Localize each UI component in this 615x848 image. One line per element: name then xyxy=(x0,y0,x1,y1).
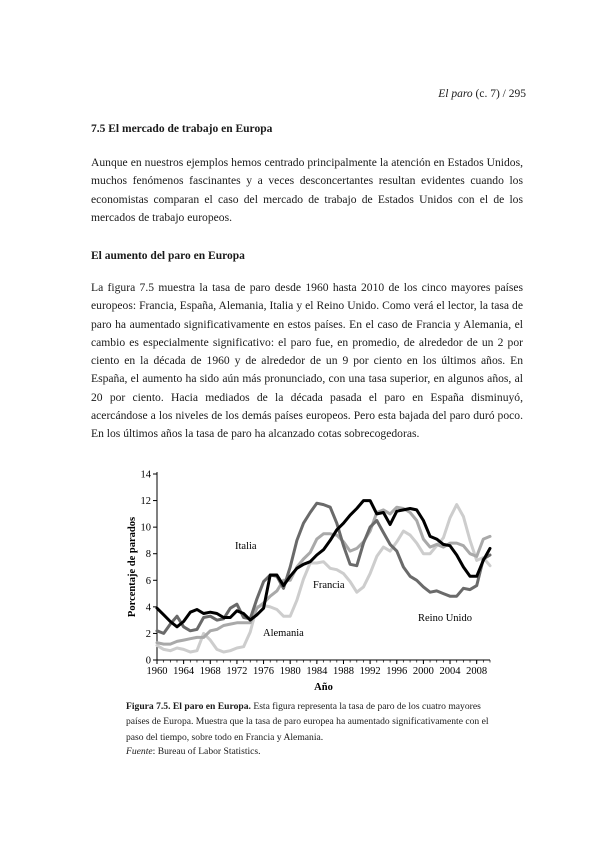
book-title: El paro xyxy=(438,88,473,100)
y-tick-label: 10 xyxy=(140,522,151,534)
caption-text: Esta figura representa la tasa de paro de los cuatro mayores países de Europa. Muestra que la tasa de paro europea ha aumentado significativamente con el paso del tiempo, sobre todo en Francia y Alemania. xyxy=(126,701,489,743)
y-tick-label: 8 xyxy=(145,549,151,561)
x-tick-label: 1984 xyxy=(306,666,328,677)
x-tick-label: 2000 xyxy=(412,666,434,677)
x-tick-label: 1968 xyxy=(199,666,221,677)
series-label-alemania: Alemania xyxy=(263,628,304,639)
x-tick-label: 1976 xyxy=(253,666,275,677)
intro-paragraph: Aunque en nuestros ejemplos hemos centrado principalmente la atención en Estados Unidos, muchos fenómenos fascinantes y a veces desconcertantes resultan evidentes cuando los economistas comparan el caso del mercado de trabajo de Estados Unidos con el de los mercados de trabajo europeos. xyxy=(91,156,523,224)
unemployment-line-chart xyxy=(120,462,500,694)
x-tick-label: 2004 xyxy=(439,666,461,677)
y-tick-label: 12 xyxy=(140,496,151,508)
figure-label: Figura 7.5. El paro en Europa. xyxy=(126,701,251,712)
series-label-reino-unido: Reino Unido xyxy=(418,613,472,624)
x-axis-label: Año xyxy=(314,682,333,693)
x-tick-label: 2008 xyxy=(466,666,488,677)
x-tick-label: 1960 xyxy=(146,666,168,677)
y-tick-label: 4 xyxy=(145,602,151,614)
series-label-francia: Francia xyxy=(313,580,345,591)
x-tick-label: 1996 xyxy=(386,666,408,677)
x-tick-label: 1992 xyxy=(359,666,381,677)
x-tick-label: 1972 xyxy=(226,666,248,677)
series-label-italia: Italia xyxy=(235,541,257,552)
y-tick-label: 2 xyxy=(145,628,151,640)
source-text: : Bureau of Labor Statistics. xyxy=(152,746,261,757)
figure-caption xyxy=(126,699,498,745)
figure-source xyxy=(126,746,261,757)
series-line-alemania xyxy=(157,505,490,652)
running-head xyxy=(438,88,526,100)
chapter-number: (c. 7) xyxy=(475,88,500,100)
source-label: Fuente xyxy=(126,746,153,757)
y-axis-label: Porcentaje de parados xyxy=(127,516,138,618)
x-tick-label: 1964 xyxy=(173,666,195,677)
page-number: 295 xyxy=(508,88,526,100)
y-tick-label: 0 xyxy=(145,655,151,667)
x-tick-label: 1980 xyxy=(279,666,301,677)
x-tick-label: 1988 xyxy=(332,666,354,677)
y-tick-label: 6 xyxy=(145,575,151,587)
body-paragraph: La figura 7.5 muestra la tasa de paro desde 1960 hasta 2010 de los cinco mayores países europeos: Francia, España, Alemania, Italia y el Reino Unido. Como verá el lector, la tasa de paro ha aumentado significativamente en estos países. En el caso de Francia y Alemania, el cambio es especialmente significativo: el paro fue, en promedio, de alrededor de un 2 por ciento en la década de 1960 y de alrededor de un 9 por ciento en los últimos años. En España, el aumento ha sido aún más pronunciado, con una tasa superior, en algunos años, al 20 por ciento. Hacia mediados de la década pasada el paro en España disminuyó, acercándose a los niveles de los demás países europeos. Pero esta bajada del paro duró poco. En los últimos años la tasa de paro ha alcanzado cotas sobrecogedoras. xyxy=(91,281,523,441)
separator: / xyxy=(502,88,506,100)
y-tick-label: 14 xyxy=(140,469,151,481)
section-title: 7.5 El mercado de trabajo en Europa xyxy=(91,123,273,135)
subsection-title: El aumento del paro en Europa xyxy=(91,250,245,262)
